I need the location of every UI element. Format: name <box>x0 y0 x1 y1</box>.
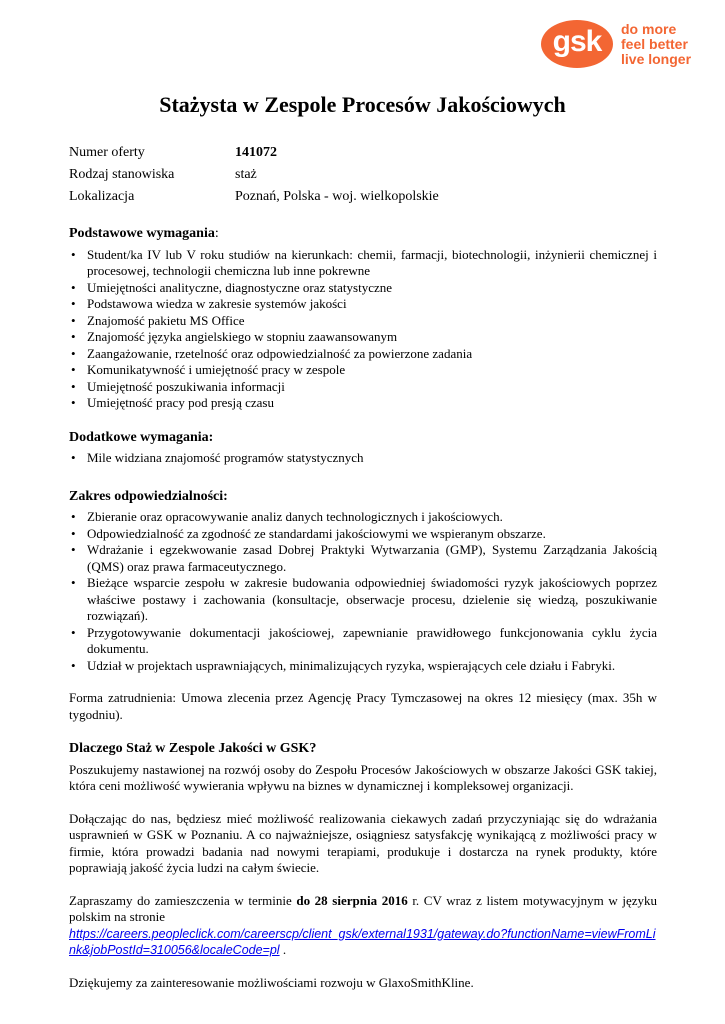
meta-label: Rodzaj stanowiska <box>69 167 175 182</box>
tagline-line: do more <box>621 21 677 37</box>
why-paragraph: Dołączając do nas, będziesz mieć możliwość realizowania ciekawych zadań przyczyniając się do wdrażania usprawnień w GSK w Poznaniu. A co najważniejsze, osiągniesz satysfakcję wynikającą z możliwości pracy w firmie, która prowadzi badania nad nowymi terapiami, produkuje i dostarcza na rynek produkty, które poprawiają jakość życia ludzi na całym świecie. <box>69 810 657 875</box>
list-item: • Wdrażanie i egzekwowanie zasad Dobrej Praktyki Wytwarzania (GMP), Systemu Zarządzania Jakością (QMS) oraz prawa farmaceutycznego. <box>69 542 657 575</box>
list-item: • Przygotowywanie dokumentacji jakościowej, zapewnianie prawidłowego funkcjonowania cyklu życia dokumentu. <box>69 625 657 658</box>
meta-value: 141072 <box>235 145 277 160</box>
deadline: do 28 sierpnia 2016 <box>296 892 408 908</box>
gsk-logo <box>541 20 711 72</box>
responsibilities-list <box>69 509 657 674</box>
application-link[interactable]: https://careers.peopleclick.com/careerscp/client_gsk/external1931/gateway.do?functionName=viewFromLink&jobPostId=310056&localeCode=pl <box>69 926 656 957</box>
list-item: • Bieżące wsparcie zespołu w zakresie budowania odpowiedniej świadomości ryzyk jakościowych poprzez właściwe postawy i zachowania (konsultacje, obserwacje procesu, dzielenie się wiedzą, poszukiwanie rozwiązań). <box>69 575 657 625</box>
tagline-line: feel better <box>621 36 688 52</box>
list-item: • Umiejętność poszukiwania informacji <box>69 379 657 396</box>
meta-label: Numer oferty <box>69 145 145 160</box>
list-item: • Zaangażowanie, rzetelność oraz odpowiedzialność za powierzone zadania <box>69 346 657 363</box>
list-item: • Odpowiedzialność za zgodność ze standardami jakościowymi we wspieranym obszarze. <box>69 526 657 543</box>
document-body <box>69 226 657 991</box>
list-item: • Udział w projektach usprawniających, minimalizujących ryzyka, wspierających cele działu i Fabryki. <box>69 658 657 675</box>
list-item: • Zbieranie oraz opracowywanie analiz danych technologicznych i jakościowych. <box>69 509 657 526</box>
basic-requirements-heading: Podstawowe wymagania: <box>69 226 219 241</box>
meta-row-position-type <box>69 164 439 186</box>
gsk-logo-mark: gsk <box>541 20 613 68</box>
list-item: • Student/ka IV lub V roku studiów na kierunkach: chemii, farmacji, biotechnologii, inżynierii chemicznej i procesowej, technologii chemiczna lub inne pokrewne <box>69 247 657 280</box>
tagline-line: live longer <box>621 51 692 67</box>
employment-form: Forma zatrudnienia: Umowa zlecenia przez Agencję Pracy Tymczasowej na okres 12 miesięcy (max. 35h w tygodniu). <box>69 690 657 722</box>
why-paragraph: Poszukujemy nastawionej na rozwój osoby do Zespołu Procesów Jakościowych w obszarze Jakości GSK takiej, która ceni możliwość wywierania wpływu na biznes w dynamicznej i kompleksowej organizacji. <box>69 761 657 793</box>
page-title: Stażysta w Zespole Procesów Jakościowych <box>159 92 566 117</box>
basic-requirements-list <box>69 247 657 412</box>
gsk-tagline <box>621 22 691 67</box>
list-item: • Umiejętność pracy pod presją czasu <box>69 395 657 412</box>
responsibilities-heading: Zakres odpowiedzialności: <box>69 488 228 504</box>
offer-meta <box>69 142 439 208</box>
apply-link-line: https://careers.peopleclick.com/careerscp/client_gsk/external1931/gateway.do?functionName=viewFromLink&jobPostId=310056&localeCode=pl . <box>69 926 656 957</box>
apply-paragraph: Zapraszamy do zamieszczenia w terminie do 28 sierpnia 2016 r. CV wraz z listem motywacyjnym w języku polskim na stronie <box>69 892 658 924</box>
list-item: • Komunikatywność i umiejętność pracy w zespole <box>69 362 657 379</box>
thanks-paragraph: Dziękujemy za zainteresowanie możliwościami rozwoju w GlaxoSmithKline. <box>69 974 474 990</box>
why-heading: Dlaczego Staż w Zespole Jakości w GSK? <box>69 741 317 756</box>
meta-value: staż <box>235 167 257 182</box>
meta-value: Poznań, Polska - woj. wielkopolskie <box>235 189 439 204</box>
meta-row-location <box>69 186 439 208</box>
list-item: • Podstawowa wiedza w zakresie systemów jakości <box>69 296 657 313</box>
meta-label: Lokalizacja <box>69 189 135 204</box>
list-item: • Znajomość pakietu MS Office <box>69 313 657 330</box>
list-item: • Znajomość języka angielskiego w stopniu zaawansowanym <box>69 329 657 346</box>
extra-requirements-heading: Dodatkowe wymagania: <box>69 429 214 445</box>
extra-requirements-list <box>69 450 657 467</box>
list-item: • Umiejętności analityczne, diagnostyczne oraz statystyczne <box>69 280 657 297</box>
list-item: • Mile widziana znajomość programów statystycznych <box>69 450 657 467</box>
meta-row-offer-number <box>69 142 439 164</box>
